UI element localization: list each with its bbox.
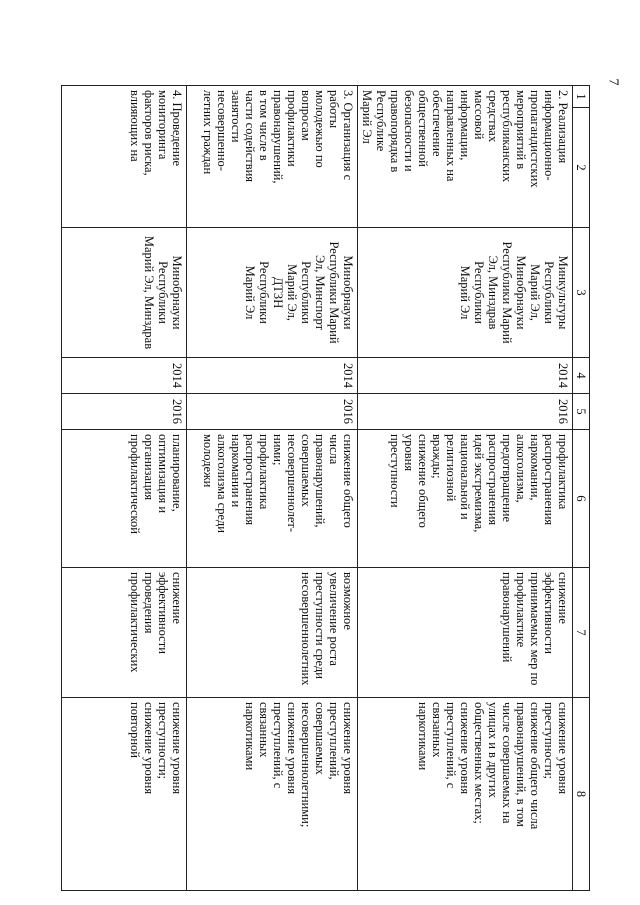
- event-cell: [358, 86, 573, 228]
- directions-cell: снижение общего числа правонарушений, совершаемых несовершеннолет- ними; профилактика распространения наркомании и алкоголизма среди молодежи: [187, 430, 358, 568]
- end-year-cell: 2016: [358, 394, 573, 430]
- start-year-cell: 2014: [62, 358, 187, 394]
- row-number: 2.: [556, 90, 570, 100]
- event-text: Реализация информационно- пропагандистских мероприятий в республиканских средствах массовой информации, направленных на обеспечение общественной безопасности и правопорядка в Республике Марий Эл: [360, 90, 570, 188]
- executors-cell: Минкультуры Республики Марий Эл, Минобрнауки Республики Марий Эл, Минздрав Республики Марий Эл: [358, 228, 573, 358]
- row-number: 3.: [341, 90, 355, 100]
- table-row: [62, 86, 187, 891]
- indicators-cell: снижение уровня преступлений, совершаемых несовершеннолетними; снижение уровня преступлений, с связанных наркотиками: [187, 698, 358, 891]
- start-year-cell: 2014: [358, 358, 573, 394]
- executors-cell: Минобрнауки Республики Марий Эл, Минспорт Республики Марий Эл, ДТЗН Республики Марий Эл: [187, 228, 358, 358]
- page-number: 7: [605, 78, 621, 86]
- header-cell: 6: [573, 430, 590, 568]
- header-cell: 3: [573, 228, 590, 358]
- table-row: [358, 86, 573, 891]
- header-cell: 2: [573, 108, 590, 228]
- header-cell: 4: [573, 358, 590, 394]
- start-year-cell: 2014: [187, 358, 358, 394]
- header-cell: 5: [573, 394, 590, 430]
- header-row: [573, 86, 590, 891]
- event-cell: [62, 86, 187, 228]
- event-text: Проведение мониторинга факторов риска, влияющих на: [128, 90, 184, 176]
- indicators-cell: снижение уровня преступности; снижение уровня повторной: [62, 698, 187, 891]
- executors-cell: Минобрнауки Республики Марий Эл, Минздрав: [62, 228, 187, 358]
- header-cell: 7: [573, 568, 590, 698]
- directions-cell: планирование, оптимизация и организация профилактической: [62, 430, 187, 568]
- header-cell: 8: [573, 698, 590, 891]
- event-cell: [187, 86, 358, 228]
- result-cell: снижение эффективности проведения профилактических: [62, 568, 187, 698]
- event-text: Организация с работы молодежью по вопросам профилактики правонарушений, в том числе в части содействия занятости несовершенно- летних граждан: [201, 90, 355, 184]
- header-cell: 1: [573, 86, 590, 108]
- result-cell: возможное увеличение роста преступности среди несовершеннолетних: [187, 568, 358, 698]
- result-cell: снижение эффективности принимаемых мер по профилактике правонарушений: [358, 568, 573, 698]
- end-year-cell: 2016: [187, 394, 358, 430]
- table-row: [187, 86, 358, 891]
- directions-cell: профилактика распространения наркомании, алкоголизма, предотвращение распространения идей экстремизма, национальной и религиозной вражды; снижение общего уровня преступности: [358, 430, 573, 568]
- end-year-cell: 2016: [62, 394, 187, 430]
- rotated-table-container: [50, 85, 590, 890]
- row-number: 4.: [170, 90, 184, 100]
- indicators-cell: снижение уровня преступности; снижение общего числа правонарушений, в том числе совершаемых на улицах и в других общественных местах; снижение уровня преступлений, с связанных наркотиками: [358, 698, 573, 891]
- measures-table: [61, 85, 590, 891]
